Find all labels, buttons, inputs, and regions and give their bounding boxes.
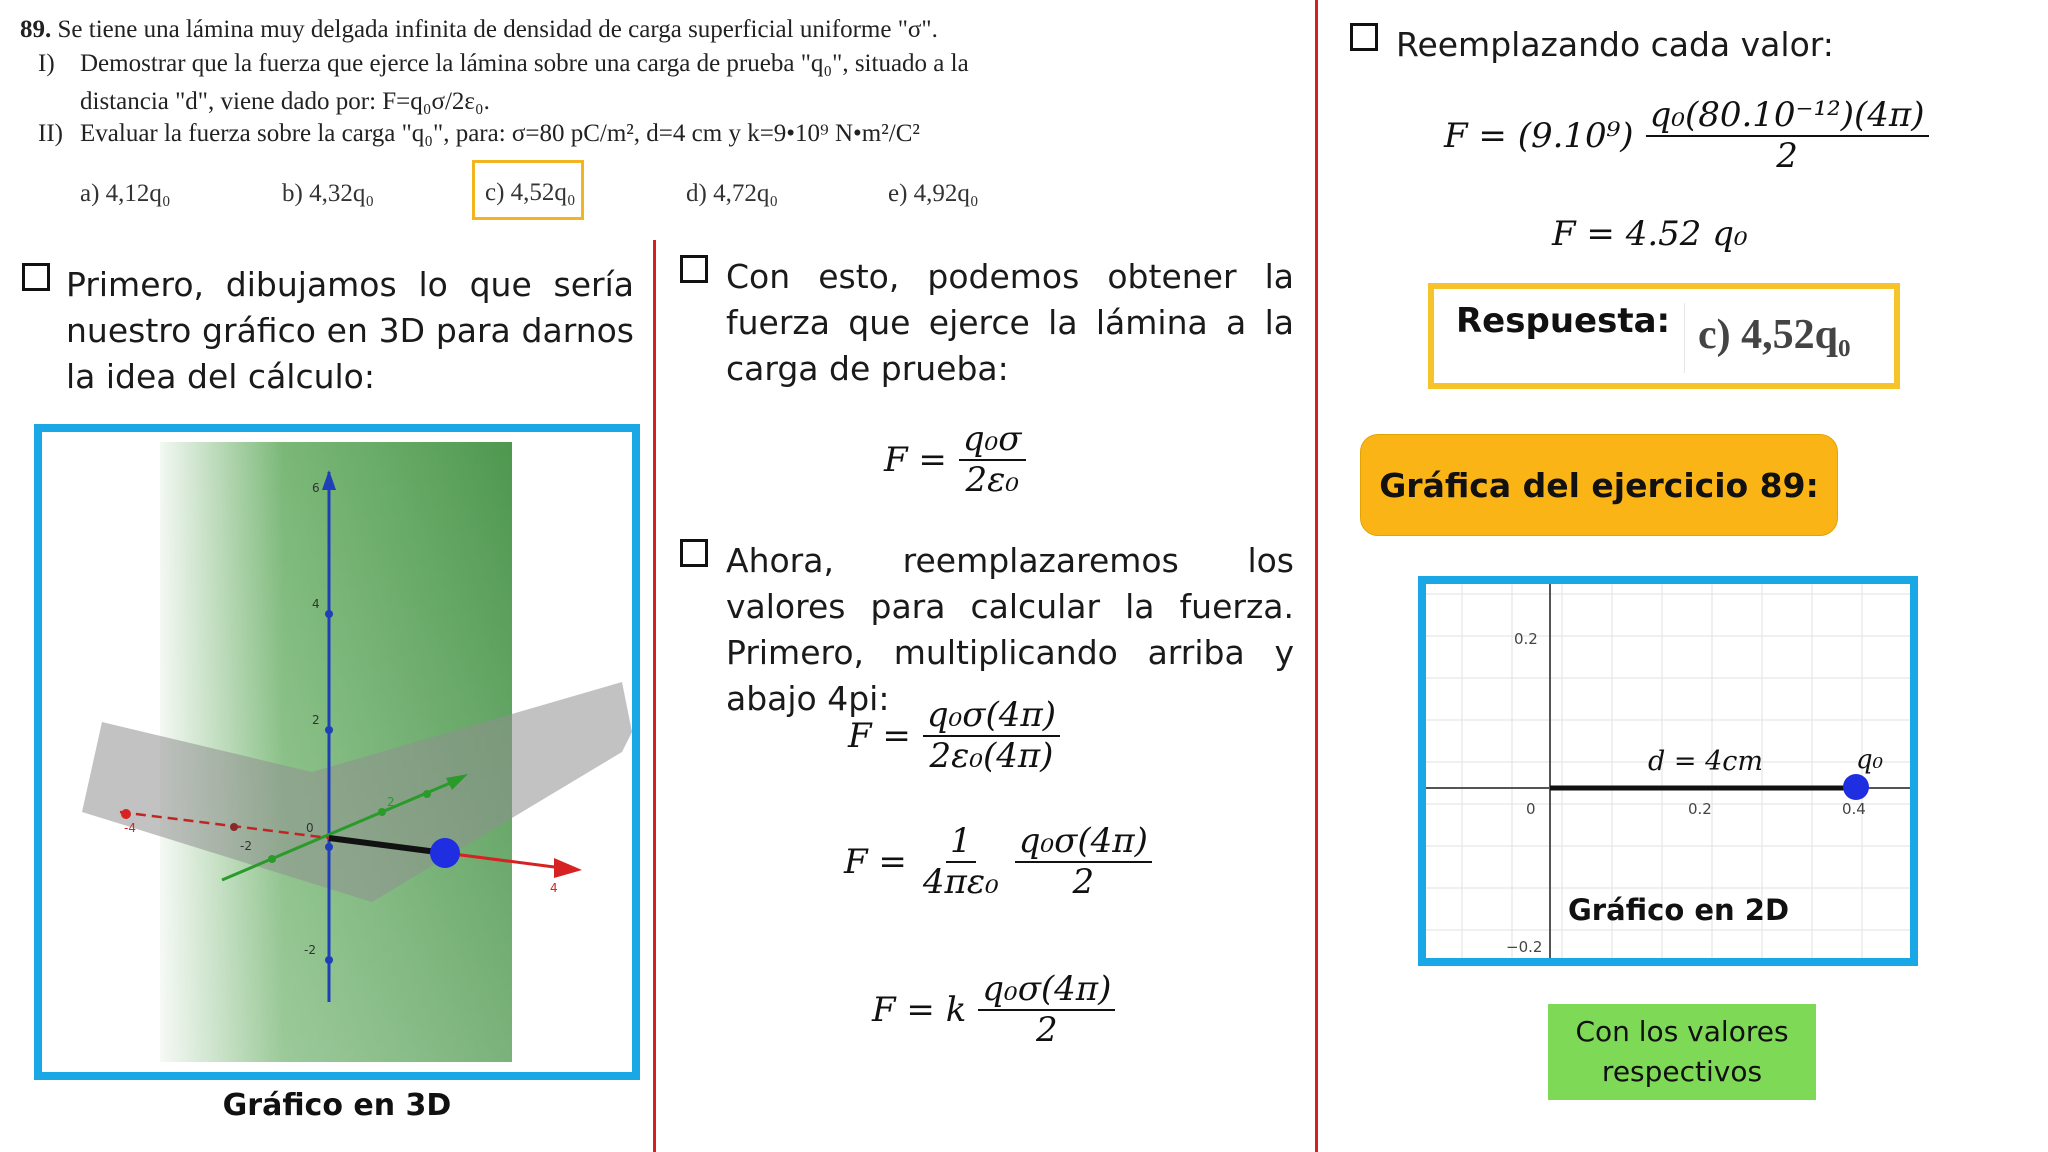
- test-charge: [430, 838, 460, 868]
- checkbox-icon: [22, 263, 50, 291]
- exercise-graph-button[interactable]: [1360, 434, 1838, 536]
- equation-5: [1444, 96, 1929, 176]
- answer-label: Respuesta:: [1456, 301, 1671, 341]
- charge-label: q₀: [1856, 745, 1884, 775]
- equation-3: [844, 822, 1152, 902]
- eq5-lhs: F = (9.10⁹): [1444, 116, 1634, 157]
- tick-z-2: 2: [312, 713, 320, 727]
- col1-bullet: [22, 262, 634, 400]
- option-a: a) 4,12q₀: [80, 180, 171, 207]
- eq4-num: q₀σ(4π): [978, 970, 1115, 1011]
- segment-label: d = 4cm: [1648, 746, 1763, 777]
- option-c-highlighted: [472, 160, 584, 220]
- test-charge: [1843, 774, 1869, 800]
- tick-origin: 0: [306, 821, 314, 835]
- eq3-den2: 2: [1072, 862, 1095, 903]
- caption-2d: Gráfico en 2D: [1568, 893, 1790, 927]
- eq3-num2: q₀σ(4π): [1015, 822, 1152, 863]
- y-tick-0: 0: [1526, 800, 1536, 818]
- exercise-graph-label: Gráfica del ejercicio 89:: [1379, 465, 1819, 505]
- checkbox-icon: [1350, 23, 1378, 51]
- tick-y-2: 2: [387, 795, 395, 809]
- equation-1: [884, 420, 1026, 500]
- eq3-num1: 1: [946, 822, 976, 863]
- eq1-den: 2ε₀: [965, 460, 1019, 501]
- tick-z-4: 4: [312, 597, 320, 611]
- part2-label: II): [38, 120, 63, 147]
- problem-number: 89.: [20, 16, 52, 43]
- x-tick-0.4: 0.4: [1842, 800, 1866, 818]
- tick-z-6: 6: [312, 481, 320, 495]
- equation-4: [872, 970, 1115, 1050]
- part1-line2: distancia "d", viene dado por: F=q₀σ/2ε₀.: [80, 88, 490, 115]
- caption-3d: Gráfico en 3D: [222, 1088, 452, 1123]
- divider-right: [1315, 0, 1318, 1152]
- col3-bullet: [1350, 22, 2030, 68]
- tick-z-neg2: -2: [304, 943, 316, 957]
- answer-value: c) 4,52q₀: [1698, 312, 1851, 358]
- eq2-num: q₀σ(4π): [923, 696, 1060, 737]
- tick-x-neg2: -2: [240, 839, 252, 853]
- checkbox-icon: [680, 539, 708, 567]
- graph-2d-frame: [1418, 576, 1918, 966]
- eq2-lhs: F =: [848, 716, 911, 757]
- tick-x-neg4: -4: [124, 821, 136, 835]
- divider-left: [653, 240, 656, 1152]
- option-d: d) 4,72q₀: [686, 180, 779, 207]
- option-c: c) 4,52q₀: [485, 179, 576, 206]
- col2-bullet1-text: Con esto, podemos obtener la fuerza que ejerce la lámina a la carga de prueba:: [726, 257, 1294, 388]
- eq3-lhs: F =: [844, 842, 907, 883]
- equation-6: F = 4.52 q₀: [1552, 214, 1748, 254]
- col1-bullet-text: Primero, dibujamos lo que sería nuestro gráfico en 3D para darnos la idea del cálculo:: [66, 265, 634, 396]
- part1-label: I): [38, 50, 55, 77]
- note-text: Con los valores respectivos: [1575, 1015, 1789, 1088]
- part1-line1: Demostrar que la fuerza que ejerce la lámina sobre una carga de prueba "q₀", situado a la: [80, 50, 969, 77]
- y-tick-0.2: 0.2: [1514, 630, 1538, 648]
- option-e: e) 4,92q₀: [888, 180, 979, 207]
- part2-text: Evaluar la fuerza sobre la carga "q₀", para: σ=80 pC/m², d=4 cm y k=9•10⁹ N•m²/C²: [80, 120, 920, 147]
- col2-bullet2-text: Ahora, reemplazaremos los valores para calcular la fuerza. Primero, multiplicando arriba y abajo 4pi:: [726, 541, 1294, 718]
- eq5-den: 2: [1776, 136, 1798, 177]
- eq5-num: q₀(80.10⁻¹²)(4π): [1646, 96, 1929, 137]
- eq2-den: 2ε₀(4π): [929, 736, 1054, 777]
- eq1-num: q₀σ: [959, 420, 1026, 461]
- y-tick-neg0.2: −0.2: [1506, 938, 1543, 956]
- problem-text: Se tiene una lámina muy delgada infinita de densidad de carga superficial uniforme "σ".: [57, 16, 938, 43]
- option-b: b) 4,32q₀: [282, 180, 375, 207]
- graph-3d: [42, 432, 632, 1072]
- problem-statement: [20, 16, 938, 44]
- col3-bullet-text: Reemplazando cada valor:: [1396, 25, 1834, 64]
- col2-bullet1: [680, 254, 1294, 392]
- answer-box: [1428, 283, 1900, 389]
- checkbox-icon: [680, 255, 708, 283]
- note-box: [1548, 1004, 1816, 1100]
- eq4-den: 2: [1036, 1010, 1058, 1051]
- eq1-lhs: F =: [884, 440, 947, 481]
- equation-2: [848, 696, 1060, 776]
- graph-3d-frame: [34, 424, 640, 1080]
- x-tick-0.2: 0.2: [1688, 800, 1712, 818]
- eq3-den1: 4πε₀: [922, 862, 999, 903]
- tick-x-4: 4: [550, 881, 558, 895]
- graph-2d: [1426, 584, 1910, 958]
- eq4-lhs: F = k: [872, 990, 967, 1031]
